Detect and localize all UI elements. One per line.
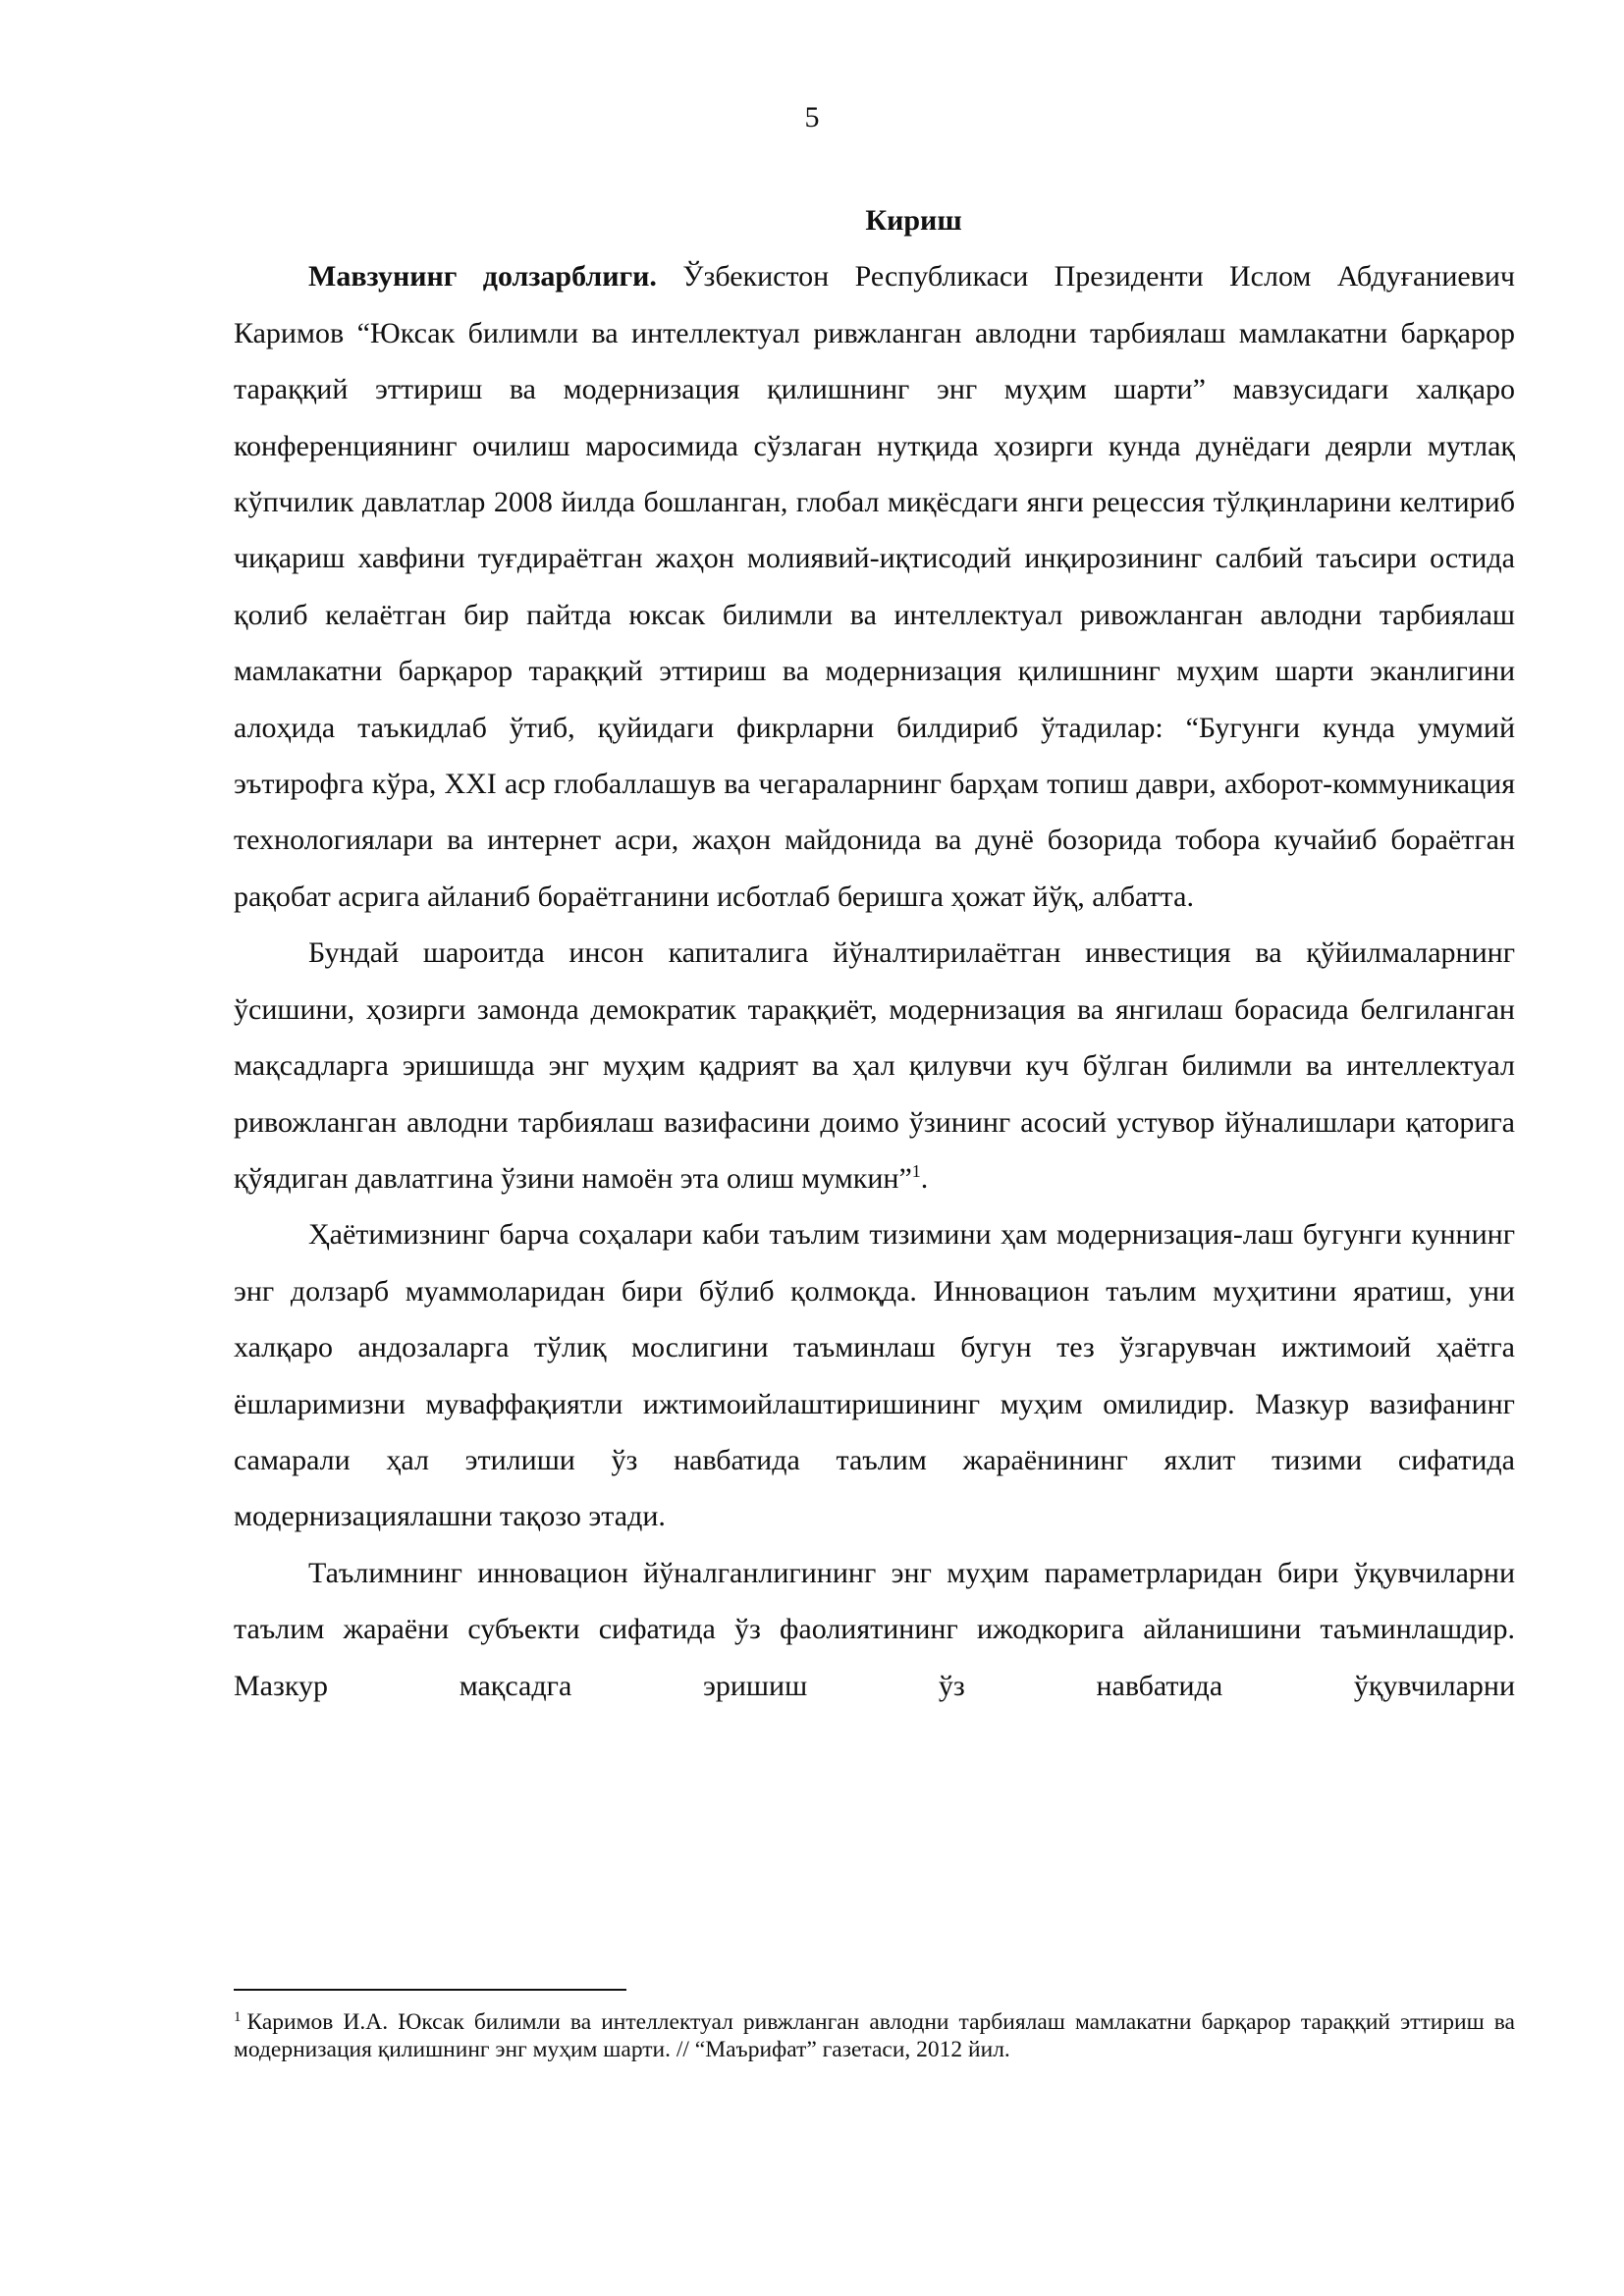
section-title: Кириш [865, 204, 962, 237]
footnote-text: Каримов И.А. Юксак билимли ва интеллектуал ривжланган авлодни тарбиялаш мамлакатни барқарор тараққий эттириш ва модернизация қилишнинг энг муҳим шарти. // “Маърифат” газетаси, 2012 йил. [234, 2009, 1515, 2062]
footnote-reference[interactable]: 1 [911, 1160, 921, 1181]
paragraph-innovation [234, 1545, 1515, 1714]
footnote [234, 2008, 1515, 2063]
paragraph-text: Ҳаётимизнинг барча соҳалари каби таълим тизимини ҳам модернизация-лаш бугунги куннинг энг долзарб муаммоларидан бири бўлиб қолмоқда. Инновацион таълим муҳитини яратиш, уни халқаро андозаларга тўлиқ мослигини таъминлаш бугун тез ўзгарувчан ижтимоий ҳаётга ёшларимизни муваффақиятли ижтимоийлаштиришининг муҳим омилидир. Мазкур вазифанинг самарали ҳал этилиши ўз навбатида таълим жараёнининг яхлит тизими сифатида модернизациялашни тақозо этади. [234, 1218, 1515, 1533]
paragraph-text: Бундай шароитда инсон капиталига йўналтирилаётган инвестиция ва қўйилмаларнинг ўсишини, ҳозирги замонда демократик тараққиёт, модернизация ва янгилаш борасида белгиланган мақсадларга эришишда энг муҳим қадрият ва ҳал қилувчи куч бўлган билимли ва интеллектуал ривожланган авлодни тарбиялаш вазифасини доимо ўзининг асосий устувор йўналишлари қаторига қўядиган давлатгина ўзини намоён эта олиш мумкин” [234, 936, 1515, 1195]
paragraph-modernization [234, 1206, 1515, 1544]
paragraph-text: Таълимнинг инновацион йўналганлигининг энг муҳим параметрларидан бири ўқувчиларни таълим жараёни субъекти сифатида ўз фаолиятининг ижодкорига айланишини таъминлашдир. Мазкур мақсадга эришиш ўз навбатида ўқувчиларни [234, 1556, 1515, 1702]
paragraph-text: Ўзбекистон Республикаси Президенти Ислом Абдуғаниевич Каримов “Юксак билимли ва интеллектуал ривжланган авлодни тарбиялаш мамлакатни барқарор тараққий эттириш ва модернизация қилишнинг энг муҳим шарти” мавзусидаги халқаро конференциянинг очилиш маросимида сўзлаган нутқида ҳозирги кунда дунёдаги деярли мутлақ кўпчилик давлатлар 2008 йилда бошланган, глобал миқёсдаги янги рецессия тўлқинларини келтириб чиқариш хавфини туғдираётган жаҳон молиявий-иқтисодий инқирозининг салбий таъсири остида қолиб келаётган бир пайтда юксак билимли ва интеллектуал ривожланган авлодни тарбиялаш мамлакатни барқарор тараққий эттириш ва модернизация қилишнинг муҳим шарти эканлигини алоҳида таъкидлаб ўтиб, қуйидаги фикрларни билдириб ўтадилар: “Бугунги кунда умумий эътирофга кўра, XXI аср глобаллашув ва чегараларнинг барҳам топиш даври, ахборот-коммуникация технологиялари ва интернет асри, жаҳон майдонида ва дунё бозорида тобора кучайиб бораётган рақобат асрига айланиб бораётганини исботлаб беришга ҳожат йўқ, албатта. [234, 260, 1515, 913]
page-number: 5 [804, 101, 820, 133]
paragraph-quote-end [234, 925, 1515, 1206]
main-content [234, 192, 1515, 1714]
footnote-separator [234, 1989, 626, 1991]
paragraph-end: . [920, 1161, 929, 1195]
paragraph-relevance [234, 248, 1515, 925]
paragraph-lead: Мавзунинг долзарблиги. [308, 260, 657, 294]
footnote-marker: 1 [234, 2009, 242, 2025]
